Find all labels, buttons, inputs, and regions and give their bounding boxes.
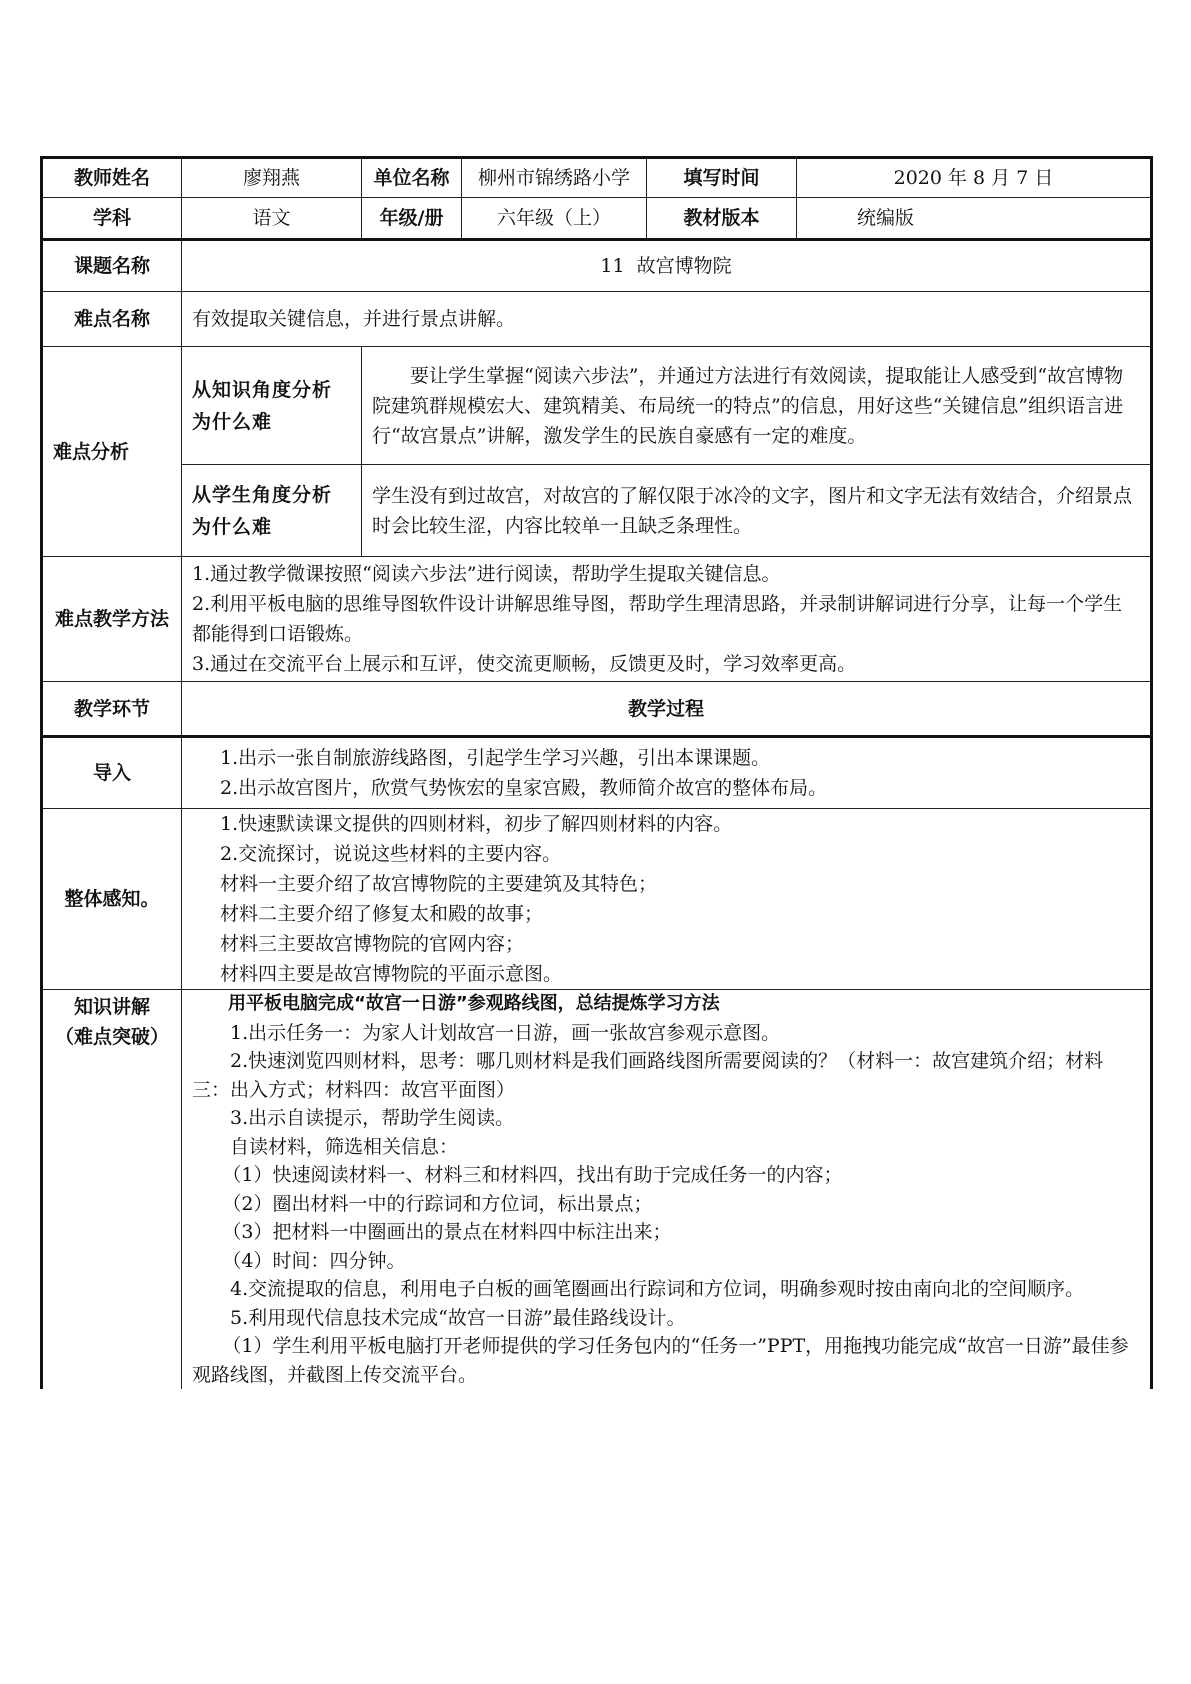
- analysis-knowledge-row: [42, 347, 1152, 465]
- knowledge-item: 5.利用现代信息技术完成“故宫一日游”最佳路线设计。: [230, 1306, 686, 1329]
- intro-content: [182, 737, 1152, 809]
- knowledge-item: 3.出示自读提示，帮助学生阅读。: [230, 1107, 515, 1129]
- header-row-2: [42, 198, 1152, 240]
- grade-value: 六年级（上）: [462, 198, 647, 240]
- knowledge-item: 1.出示任务一：为家人计划故宫一日游，画一张故宫参观示意图。: [230, 1021, 781, 1044]
- methods-label-text: 难点教学方法: [54, 608, 169, 630]
- grade-label: 年级/册: [362, 198, 462, 240]
- teacher-label: 教师姓名: [42, 158, 182, 198]
- title-value: 11 故宫博物院: [182, 240, 1152, 292]
- lesson-plan-table: [40, 156, 1153, 1389]
- knowledge-item-text: （1）学生利用平板电脑打开老师提供的学习任务包内的“任务一”PPT，用拖拽功能完成“故宫一日游”最佳参观路线图，并截图上传交流平台。: [192, 1335, 1129, 1386]
- teacher-value: 廖翔燕: [182, 158, 362, 198]
- title-label: 课题名称: [42, 240, 182, 292]
- subject-value: 语文: [182, 198, 362, 240]
- knowledge-item: 自读材料，筛选相关信息：: [230, 1135, 459, 1158]
- intro-item: 1.出示一张自制旅游线路图，引起学生学习兴趣，引出本课课题。: [220, 747, 771, 769]
- intro-item: 2.出示故宫图片，欣赏气势恢宏的皇家宫殿，教师简介故宫的整体布局。: [220, 777, 828, 799]
- student-angle-label-line2: 为什么难: [192, 515, 273, 538]
- subject-label: 学科: [42, 198, 182, 240]
- knowledge-angle-text: 要让学生掌握“阅读六步法”，并通过方法进行有效阅读，提取能让人感受到“故宫博物院建筑群规模宏大、建筑精美、布局统一的特点”的信息，用好这些“关键信息”组织语言进行“故宫景点”讲解，激发学生的民族自豪感有一定的难度。: [362, 347, 1152, 465]
- overall-row: [42, 809, 1152, 990]
- knowledge-item: （4）时间：四分钟。: [222, 1249, 406, 1272]
- title-row: [42, 240, 1152, 292]
- intro-row: [42, 737, 1152, 809]
- knowledge-item: 2.快速浏览四则材料，思考：哪几则材料是我们画路线图所需要阅读的？（材料一：故宫建筑介绍；材料三：出入方式；材料四：故宫平面图）: [192, 1050, 1104, 1101]
- knowledge-row: [42, 990, 1152, 1390]
- difficulty-value: 有效提取关键信息，并进行景点讲解。: [182, 292, 1152, 347]
- knowledge-label: [42, 990, 182, 1390]
- knowledge-item: （1）快速阅读材料一、材料三和材料四，找出有助于完成任务一的内容；: [222, 1164, 843, 1186]
- knowledge-label-line2: （难点突破）: [54, 1026, 169, 1048]
- difficulty-label: 难点名称: [42, 292, 182, 347]
- methods-label: [42, 557, 182, 682]
- method-item: 3.通过在交流平台上展示和互评，使交流更顺畅，反馈更及时，学习效率更高。: [192, 653, 857, 675]
- edition-value: 统编版: [797, 198, 1152, 240]
- knowledge-content: [182, 990, 1152, 1390]
- methods-content: [182, 557, 1152, 682]
- process-label: 教学过程: [182, 682, 1152, 737]
- overall-item: 材料一主要介绍了故宫博物院的主要建筑及其特色；: [220, 873, 658, 895]
- unit-label: 单位名称: [362, 158, 462, 198]
- knowledge-angle-label: [182, 347, 362, 465]
- analysis-student-row: [42, 465, 1152, 557]
- knowledge-item: （3）把材料一中圈画出的景点在材料四中标注出来；: [222, 1221, 672, 1243]
- difficulty-row: [42, 292, 1152, 347]
- knowledge-item: 4.交流提取的信息，利用电子白板的画笔圈画出行踪词和方位词，明确参观时按由南向北的空间顺序。: [230, 1278, 1085, 1300]
- knowledge-angle-label-line1: 从知识角度分析: [192, 378, 333, 401]
- student-angle-label-line1: 从学生角度分析: [192, 483, 333, 506]
- overall-item: 2.交流探讨，说说这些材料的主要内容。: [220, 843, 562, 865]
- knowledge-item: [192, 1332, 1140, 1389]
- overall-item: 1.快速默读课文提供的四则材料，初步了解四则材料的内容。: [220, 813, 733, 835]
- analysis-label: 难点分析: [42, 347, 182, 557]
- overall-content: [182, 809, 1152, 990]
- method-item: 2.利用平板电脑的思维导图软件设计讲解思维导图，帮助学生理清思路，并录制讲解词进行分享，让每一个学生都能得到口语锻炼。: [192, 593, 1123, 645]
- knowledge-item: （2）圈出材料一中的行踪词和方位词，标出景点；: [222, 1192, 653, 1215]
- date-label: 填写时间: [647, 158, 797, 198]
- knowledge-angle-label-line2: 为什么难: [192, 410, 273, 433]
- knowledge-label-line1: 知识讲解: [73, 996, 150, 1018]
- overall-item: 材料二主要介绍了修复太和殿的故事；: [220, 903, 544, 925]
- overall-item: 材料四主要是故宫博物院的平面示意图。: [220, 963, 563, 985]
- overall-item: 材料三主要故宫博物院的官网内容；: [220, 933, 525, 955]
- methods-row: [42, 557, 1152, 682]
- overall-label: 整体感知。: [42, 809, 182, 990]
- lesson-plan-form: [40, 156, 1150, 1389]
- edition-label: 教材版本: [647, 198, 797, 240]
- student-angle-text: 学生没有到过故宫，对故宫的了解仅限于冰冷的文字，图片和文字无法有效结合，介绍景点时会比较生涩，内容比较单一且缺乏条理性。: [362, 465, 1152, 557]
- method-item: 1.通过教学微课按照“阅读六步法”进行阅读，帮助学生提取关键信息。: [192, 563, 781, 585]
- intro-label: 导入: [42, 737, 182, 809]
- student-angle-label: [182, 465, 362, 557]
- unit-value: 柳州市锦绣路小学: [462, 158, 647, 198]
- knowledge-heading: 用平板电脑完成“故宫一日游”参观路线图，总结提炼学习方法: [228, 993, 720, 1014]
- stage-label: 教学环节: [42, 682, 182, 737]
- process-header-row: [42, 682, 1152, 737]
- date-value: 2020 年 8 月 7 日: [797, 158, 1152, 198]
- header-row-1: [42, 158, 1152, 198]
